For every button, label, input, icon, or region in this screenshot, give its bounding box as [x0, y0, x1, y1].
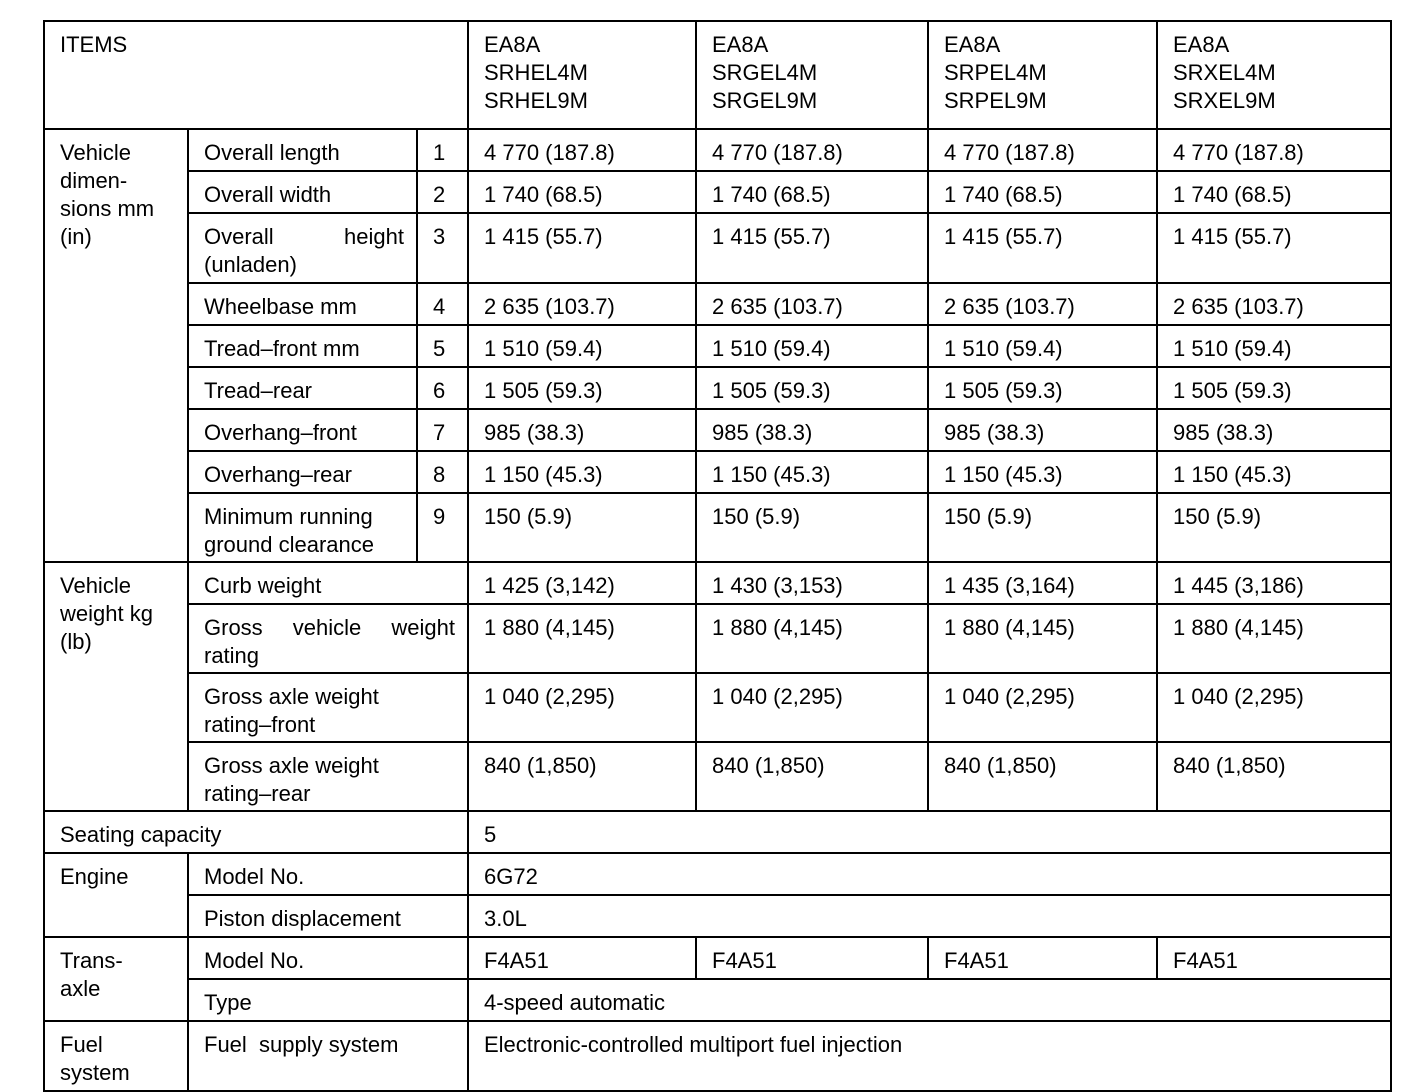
model-header: EA8A SRPEL4M SRPEL9M [928, 21, 1157, 129]
cell-value: 150 (5.9) [696, 493, 928, 562]
fuel-supply-value: Electronic-controlled multiport fuel injection [468, 1021, 1391, 1091]
row-label: Overall length [188, 129, 417, 171]
row-label: Overall width [188, 171, 417, 213]
table-row [44, 562, 1391, 604]
cell-value: 1 150 (45.3) [468, 451, 696, 493]
row-number: 1 [417, 129, 468, 171]
vehicle-dimensions-group-label: Vehicle dimen-sions mm (in) [44, 129, 188, 562]
table-row [44, 367, 1391, 409]
cell-value: 1 150 (45.3) [1157, 451, 1391, 493]
cell-value: 1 740 (68.5) [1157, 171, 1391, 213]
cell-value: 1 040 (2,295) [468, 673, 696, 742]
cell-value: 1 740 (68.5) [928, 171, 1157, 213]
row-number: 6 [417, 367, 468, 409]
table-row [44, 129, 1391, 171]
row-number: 3 [417, 213, 468, 283]
cell-value: 1 510 (59.4) [468, 325, 696, 367]
model-header: EA8A SRHEL4M SRHEL9M [468, 21, 696, 129]
table-row [44, 811, 1391, 853]
cell-value: 1 150 (45.3) [928, 451, 1157, 493]
row-number: 4 [417, 283, 468, 325]
row-label: Tread–rear [188, 367, 417, 409]
fuel-system-group-label: Fuel system [44, 1021, 188, 1091]
cell-value: 985 (38.3) [1157, 409, 1391, 451]
cell-value: 150 (5.9) [928, 493, 1157, 562]
table-row [44, 979, 1391, 1021]
engine-group-label: Engine [44, 853, 188, 937]
seating-capacity-value: 5 [468, 811, 1391, 853]
cell-value: 1 510 (59.4) [696, 325, 928, 367]
row-label: Gross vehicle weight rating [188, 604, 468, 673]
row-label: Minimum running ground clearance [188, 493, 417, 562]
cell-value: 2 635 (103.7) [696, 283, 928, 325]
row-label: Model No. [188, 853, 468, 895]
cell-value: 1 040 (2,295) [1157, 673, 1391, 742]
cell-value: 985 (38.3) [928, 409, 1157, 451]
model-header: EA8A SRGEL4M SRGEL9M [696, 21, 928, 129]
row-number: 5 [417, 325, 468, 367]
cell-value: 1 430 (3,153) [696, 562, 928, 604]
cell-value: 2 635 (103.7) [468, 283, 696, 325]
cell-value: 1 415 (55.7) [928, 213, 1157, 283]
cell-value: 985 (38.3) [468, 409, 696, 451]
cell-value: 840 (1,850) [1157, 742, 1391, 811]
specifications-table [43, 20, 1392, 1092]
cell-value: 1 505 (59.3) [928, 367, 1157, 409]
cell-value: F4A51 [1157, 937, 1391, 979]
vehicle-weight-group-label: Vehicle weight kg (lb) [44, 562, 188, 811]
row-label: Curb weight [188, 562, 468, 604]
cell-value: 1 505 (59.3) [696, 367, 928, 409]
table-row [44, 283, 1391, 325]
cell-value: 1 425 (3,142) [468, 562, 696, 604]
table-row [44, 937, 1391, 979]
cell-value: 2 635 (103.7) [928, 283, 1157, 325]
cell-value: 150 (5.9) [1157, 493, 1391, 562]
cell-value: 1 040 (2,295) [928, 673, 1157, 742]
cell-value: 1 510 (59.4) [928, 325, 1157, 367]
table-row [44, 213, 1391, 283]
cell-value: 1 880 (4,145) [928, 604, 1157, 673]
cell-value: 1 150 (45.3) [696, 451, 928, 493]
row-label: Piston displacement [188, 895, 468, 937]
cell-value: 840 (1,850) [928, 742, 1157, 811]
cell-value: 1 510 (59.4) [1157, 325, 1391, 367]
row-label: Wheelbase mm [188, 283, 417, 325]
header-row [44, 21, 1391, 129]
cell-value: 1 740 (68.5) [696, 171, 928, 213]
transaxle-group-label: Trans-axle [44, 937, 188, 1021]
table-row [44, 409, 1391, 451]
table-row [44, 171, 1391, 213]
row-number: 2 [417, 171, 468, 213]
table-row [44, 853, 1391, 895]
cell-value: 4 770 (187.8) [468, 129, 696, 171]
cell-value: 4 770 (187.8) [1157, 129, 1391, 171]
cell-value: 4 770 (187.8) [696, 129, 928, 171]
table-row [44, 604, 1391, 673]
table-row [44, 451, 1391, 493]
model-header: EA8A SRXEL4M SRXEL9M [1157, 21, 1391, 129]
cell-value: 985 (38.3) [696, 409, 928, 451]
row-label: Gross axle weight rating–rear [188, 742, 468, 811]
cell-value: 150 (5.9) [468, 493, 696, 562]
cell-value: F4A51 [928, 937, 1157, 979]
cell-value: 1 880 (4,145) [696, 604, 928, 673]
engine-displacement-value: 3.0L [468, 895, 1391, 937]
table-row [44, 895, 1391, 937]
cell-value: 1 505 (59.3) [468, 367, 696, 409]
table-row [44, 1021, 1391, 1091]
cell-value: 1 505 (59.3) [1157, 367, 1391, 409]
row-label: Overhang–front [188, 409, 417, 451]
cell-value: F4A51 [696, 937, 928, 979]
transaxle-type-value: 4-speed automatic [468, 979, 1391, 1021]
cell-value: 4 770 (187.8) [928, 129, 1157, 171]
cell-value: 1 415 (55.7) [696, 213, 928, 283]
seating-capacity-label: Seating capacity [44, 811, 468, 853]
row-label: Type [188, 979, 468, 1021]
row-label: Gross axle weight rating–front [188, 673, 468, 742]
cell-value: 2 635 (103.7) [1157, 283, 1391, 325]
cell-value: 1 880 (4,145) [1157, 604, 1391, 673]
table-row [44, 325, 1391, 367]
cell-value: F4A51 [468, 937, 696, 979]
row-number: 8 [417, 451, 468, 493]
cell-value: 1 880 (4,145) [468, 604, 696, 673]
row-label: Overall height (unladen) [188, 213, 417, 283]
row-number: 7 [417, 409, 468, 451]
cell-value: 840 (1,850) [696, 742, 928, 811]
row-label: Fuel supply system [188, 1021, 468, 1091]
row-label: Tread–front mm [188, 325, 417, 367]
cell-value: 1 415 (55.7) [468, 213, 696, 283]
table-row [44, 493, 1391, 562]
engine-model-value: 6G72 [468, 853, 1391, 895]
row-number: 9 [417, 493, 468, 562]
items-header: ITEMS [44, 21, 468, 129]
cell-value: 1 040 (2,295) [696, 673, 928, 742]
cell-value: 1 415 (55.7) [1157, 213, 1391, 283]
row-label: Model No. [188, 937, 468, 979]
table-row [44, 742, 1391, 811]
cell-value: 1 740 (68.5) [468, 171, 696, 213]
cell-value: 1 445 (3,186) [1157, 562, 1391, 604]
cell-value: 1 435 (3,164) [928, 562, 1157, 604]
cell-value: 840 (1,850) [468, 742, 696, 811]
row-label: Overhang–rear [188, 451, 417, 493]
table-row [44, 673, 1391, 742]
